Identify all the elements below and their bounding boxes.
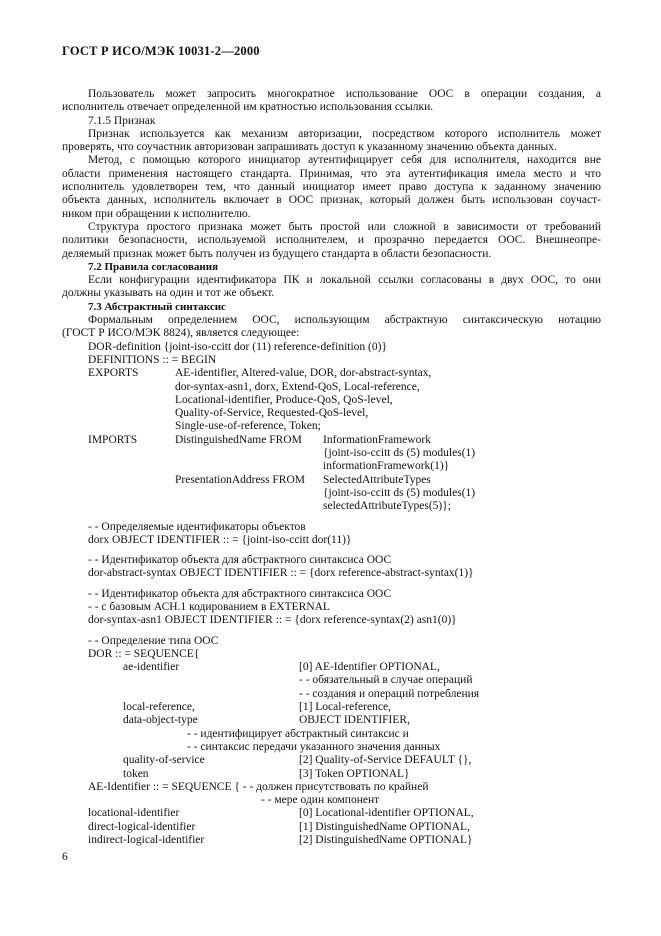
asn-exports-item: AE-identifier, Altered-value, DOR, dor-abstract-syntax, [175,367,432,380]
asn-code-line: AE-Identifier :: = SEQUENCE { - - должен присутствовать по крайней [88,780,429,793]
asn-field-name: token [123,767,149,780]
asn-imports-source: {joint-iso-ccitt ds (5) modules(1) [323,447,476,460]
asn-comment: - - обязательный в случае операций [299,674,473,687]
paragraph-line: объекта данных, исполнитель включает в ООС признак, который должен быть использован соучаст- [62,194,601,207]
asn-comment: - - Определяемые идентификаторы объектов [88,520,306,533]
asn-comment: - - создания и операций потребления [299,687,480,700]
asn1-definition [62,341,601,848]
asn-imports-keyword: IMPORTS [88,433,138,446]
asn-comment: - - мере один компонент [261,794,380,807]
asn-field-type: [0] Locational-identifier OPTIONAL, [299,807,474,820]
asn-field-type: [2] Quality-of-Service DEFAULT {}, [299,754,472,767]
asn-imports-item: PresentationAddress FROM [175,473,306,486]
asn-imports-source: SelectedAttributeTypes [323,473,431,486]
page-header-title: ГОСТ Р ИСО/МЭК 10031-2—2000 [62,44,260,58]
asn-comment: - - Идентификатор объекта для абстрактного синтаксиса ООС [88,587,392,600]
paragraph-line: деляемый признак может быть получен из будущего стандарта в области безопасности. [62,247,492,260]
asn-comment: - - синтаксис передачи указанного значения данных [187,740,441,753]
asn-exports-item: Single-use-of-reference, Token; [175,420,321,433]
paragraph-line: Метод, с помощью которого инициатор аутентифицирует себя для исполнителя, находится вне [88,154,601,167]
asn-field-name: locational-identifier [88,807,180,820]
asn-field-type: [2] DistinguishedName OPTIONAL} [299,834,473,847]
asn-imports-source: {joint-iso-ccitt ds (5) modules(1) [323,486,476,499]
asn-definitions: DEFINITIONS :: = BEGIN [88,353,217,366]
asn-comment: - - Определение типа ООС [88,634,219,647]
asn-field-name: quality-of-service [123,754,205,767]
section-7-3-heading: 7.3 Абстрактный синтаксис [88,300,226,313]
asn-field-name: local-reference, [123,701,195,714]
paragraph-line: (ГОСТ Р ИСО/МЭК 8824), является следующее: [62,327,300,340]
section-7-1-5-heading: 7.1.5 Признак [88,114,156,127]
asn-imports-source: InformationFramework [323,433,431,446]
asn-comment: - - Идентификатор объекта для абстрактного синтаксиса ООС [88,554,392,567]
asn-field-name: ae-identifier [123,661,180,674]
asn-field-type: OBJECT IDENTIFIER, [299,714,410,727]
paragraph-line: Формальным определением ООС, использующим абстрактную синтаксическую нотацию [88,314,601,327]
asn-field-name: indirect-logical-identifier [88,834,205,847]
asn-imports-source: informationFramework(1)} [323,460,450,473]
asn-field-type: [0] AE-Identifier OPTIONAL, [299,661,440,674]
paragraph-line: исполнитель удовлетворен тем, что данный инициатор имеет право доступа к заданному значению [62,181,601,194]
paragraph-line: области применения настоящего стандарта. Принимая, что эта аутентификация имела место и что [62,167,601,180]
paragraph-line: ником при обращении к исполнителю. [62,207,251,220]
paragraph-line: проверять, что соучастник авторизован запрашивать доступ к указанному значению объекта данных. [62,141,557,154]
intro-line: Пользователь может запросить многократное использование ООС в операции создания, а [88,88,601,100]
asn-imports-source: selectedAttributeTypes(5)}; [323,500,451,513]
asn-comment: - - с базовым АСН.1 кодированием в EXTERNAL [88,600,330,613]
paragraph-line: Признак используется как механизм авторизации, посредством которого исполнитель может [88,127,601,140]
asn-code-line: dorx OBJECT IDENTIFIER :: = {joint-iso-ccitt dor(11)} [88,533,352,546]
page-number: 6 [62,851,68,863]
document-body [62,88,601,847]
paragraph-line: политики безопасности, используемой исполнителем, и прозрачно передается ООС. Внешнеопре- [62,234,601,247]
asn-field-type: [1] DistinguishedName OPTIONAL, [299,820,470,833]
asn-field-name: direct-logical-identifier [88,820,196,833]
asn-exports-item: dor-syntax-asn1, dorx, Extend-QoS, Local-reference, [175,380,420,393]
asn-field-type: [1] Local-reference, [299,701,391,714]
asn-exports-item: Locational-identifier, Produce-QoS, QoS-level, [175,393,393,406]
asn-comment: - - идентифицирует абстрактный синтаксис и [187,727,409,740]
asn-exports-item: Quality-of-Service, Requested-QoS-level, [175,407,369,420]
paragraph-line: должны указывать на один и тот же объект. [62,287,275,300]
asn-module-id: DOR-definition {joint-iso-ccitt dor (11) reference-definition (0)} [88,340,387,353]
asn-code-line: DOR :: = SEQUENCE{ [88,647,200,660]
asn-field-type: [3] Token OPTIONAL} [299,767,410,780]
asn-code-line: dor-syntax-asn1 OBJECT IDENTIFIER :: = {dorx reference-syntax(2) asn1(0)} [88,614,457,627]
intro-line: исполнитель отвечает определенной им кратностью использования ссылки. [62,101,434,114]
asn-code-line: dor-abstract-syntax OBJECT IDENTIFIER :: = {dorx reference-abstract-syntax(1)} [88,567,474,580]
section-7-2-heading: 7.2 Правила согласования [88,260,219,273]
asn-imports-item: DistinguishedName FROM [175,433,302,446]
paragraph-line: Если конфигурации идентификатора ПК и локальной ссылки согласованы в двух ООС, то они [88,274,601,287]
paragraph-line: Структура простого признака может быть простой или сложной в зависимости от требований [88,220,601,233]
asn-exports-keyword: EXPORTS [88,367,139,380]
asn-field-name: data-object-type [123,714,198,727]
